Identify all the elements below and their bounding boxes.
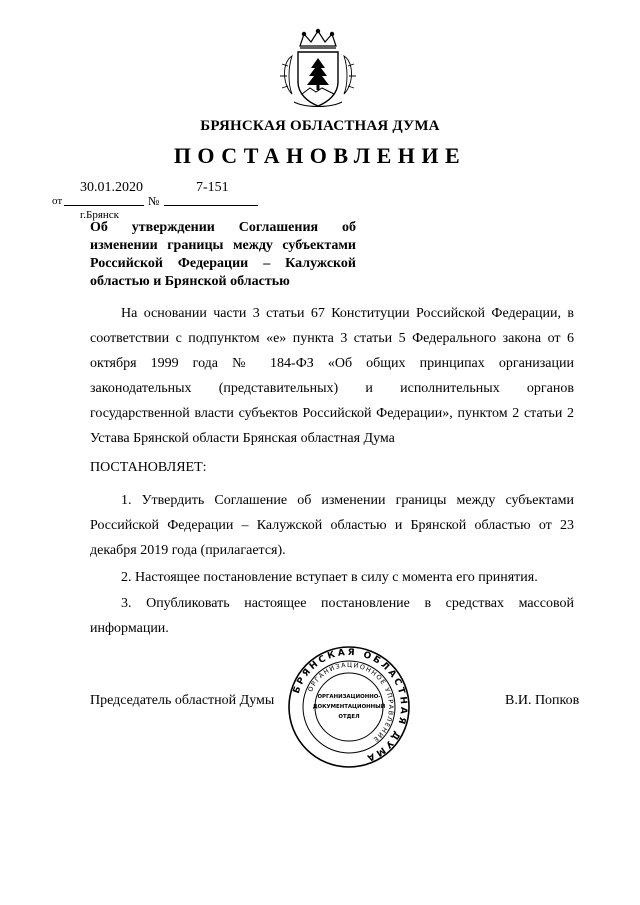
organization-name: БРЯНСКАЯ ОБЛАСТНАЯ ДУМА — [200, 118, 440, 134]
document-number: 7-151 — [196, 180, 229, 195]
stamp-outer-ring-text: БРЯНСКАЯ ОБЛАСТНАЯ ДУМА — [291, 647, 409, 764]
decree-item-3: 3. Опубликовать настоящее постановление в средствах массовой информации. — [90, 596, 574, 636]
signatory-name: В.И. Попков — [505, 693, 580, 708]
date-from-label: от — [52, 195, 63, 207]
place-of-issue: г.Брянск — [80, 209, 120, 221]
signatory-title: Председатель областной Думы — [90, 693, 275, 708]
number-label: № — [148, 194, 160, 208]
document-type-title: ПОСТАНОВЛЕНИЕ — [173, 143, 467, 168]
coat-of-arms-icon — [278, 28, 358, 110]
stamp-center-line-2: ДОКУМЕНТАЦИОННЫЙ — [312, 704, 386, 710]
number-underline — [164, 204, 258, 206]
stamp-inner-ring-text: ОРГАНИЗАЦИОННОЕ УПРАВЛЕНИЕ — [306, 660, 396, 745]
document-date: 30.01.2020 — [80, 180, 143, 195]
stamp-center-line-3: ОТДЕЛ — [338, 714, 360, 720]
date-underline — [64, 204, 144, 206]
decree-item-1: 1. Утвердить Соглашение об изменении границы между субъектами Российской Федерации – Калужской областью и Брянской областью от 23 декабря 2019 года (прилагается). — [90, 493, 574, 558]
decree-word: ПОСТАНОВЛЯЕТ: — [90, 460, 207, 475]
preamble-paragraph: На основании части 3 статьи 67 Конституции Российской Федерации, в соответствии с подпунктом «е» пункта 3 статьи 5 Федерального закона от 6 октября 1999 года № 184-ФЗ «Об общих принципах организации законодательных (представительных) и исполнительных органов государственной власти субъектов Российской Федерации», пунктом 2 статьи 2 Устава Брянской области Брянская областная Дума — [90, 306, 574, 446]
stamp-center-line-1: ОРГАНИЗАЦИОННО- — [317, 694, 381, 700]
document-subject: Об утверждении Соглашения об изменении границы между субъектами Российской Федерации – Калужской областью и Брянской областью — [90, 220, 356, 289]
official-stamp — [287, 645, 411, 769]
decree-item-2: 2. Настоящее постановление вступает в силу с момента его принятия. — [121, 570, 538, 585]
